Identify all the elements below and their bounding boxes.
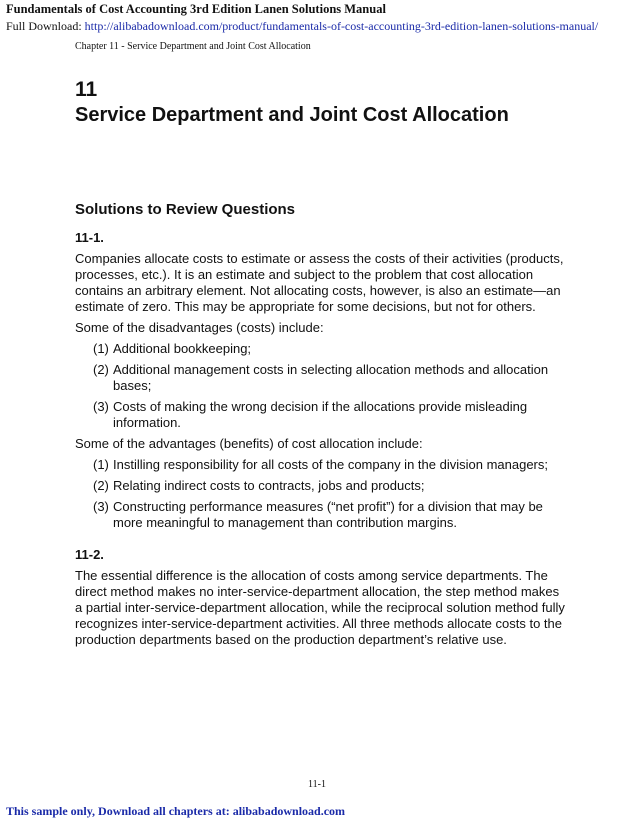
list-item-number: (3) xyxy=(93,499,109,514)
list-item-text: Relating indirect costs to contracts, jobs and products; xyxy=(113,478,425,493)
spacer xyxy=(75,536,565,547)
list-item xyxy=(75,499,565,531)
chapter-title: Service Department and Joint Cost Allocation xyxy=(75,104,509,126)
download-label: Full Download: xyxy=(6,19,85,33)
list-item xyxy=(75,457,565,473)
download-link[interactable]: http://alibabadownload.com/product/fundamentals-of-cost-accounting-3rd-edition-lanen-solutions-manual/ xyxy=(84,19,599,33)
section-heading: Solutions to Review Questions xyxy=(75,201,296,218)
answer-paragraph: The essential difference is the allocation of costs among service departments. The direct method makes no inter-service-department allocation, the step method makes a partial inter-service-department allocation, while the reciprocal solution method fully recognizes inter-service-department activities. All three methods allocate costs to the production departments based on the production department’s relative use. xyxy=(75,568,565,647)
answer-paragraph: Companies allocate costs to estimate or assess the costs of their activities (products, processes, etc.). It is an estimate and subject to the problem that cost allocation contains an arbitrary element. Not allocating costs, however, is also an estimate—an estimate of zero. This may be appropriate for some decisions, but not for others. xyxy=(75,251,564,314)
page-number: 11-1 xyxy=(308,779,326,790)
list-item-number: (2) xyxy=(93,362,109,377)
list-item xyxy=(75,399,565,431)
list-item xyxy=(75,341,565,357)
list-item-number: (1) xyxy=(93,457,109,472)
list-item-text: Constructing performance measures (“net profit”) for a division that may be more meaningful to management than contribution margins. xyxy=(113,499,543,530)
disadvantages-list xyxy=(75,341,565,431)
list-item-text: Additional management costs in selecting allocation methods and allocation bases; xyxy=(113,362,549,393)
banner-title: Fundamentals of Cost Accounting 3rd Edition Lanen Solutions Manual xyxy=(6,2,386,16)
question-number: 11-2. xyxy=(75,547,104,562)
chapter-number: 11 xyxy=(75,78,98,101)
advantages-lead: Some of the advantages (benefits) of cost allocation include: xyxy=(75,436,423,451)
list-item-text: Additional bookkeeping; xyxy=(113,341,252,356)
disadvantages-lead: Some of the disadvantages (costs) include: xyxy=(75,320,324,335)
list-item-text: Instilling responsibility for all costs of the company in the division managers; xyxy=(113,457,548,472)
advantages-list xyxy=(75,457,565,531)
list-item-number: (1) xyxy=(93,341,109,356)
list-item xyxy=(75,362,565,394)
list-item-number: (3) xyxy=(93,399,109,414)
question-number: 11-1. xyxy=(75,230,104,245)
document-body xyxy=(75,202,565,653)
footer-note: This sample only, Download all chapters at: alibabadownload.com xyxy=(6,804,346,818)
list-item-number: (2) xyxy=(93,478,109,493)
list-item xyxy=(75,478,565,494)
banner-download-line xyxy=(6,19,598,34)
running-header: Chapter 11 - Service Department and Joint Cost Allocation xyxy=(75,41,311,52)
list-item-text: Costs of making the wrong decision if the allocations provide misleading information. xyxy=(113,399,528,430)
